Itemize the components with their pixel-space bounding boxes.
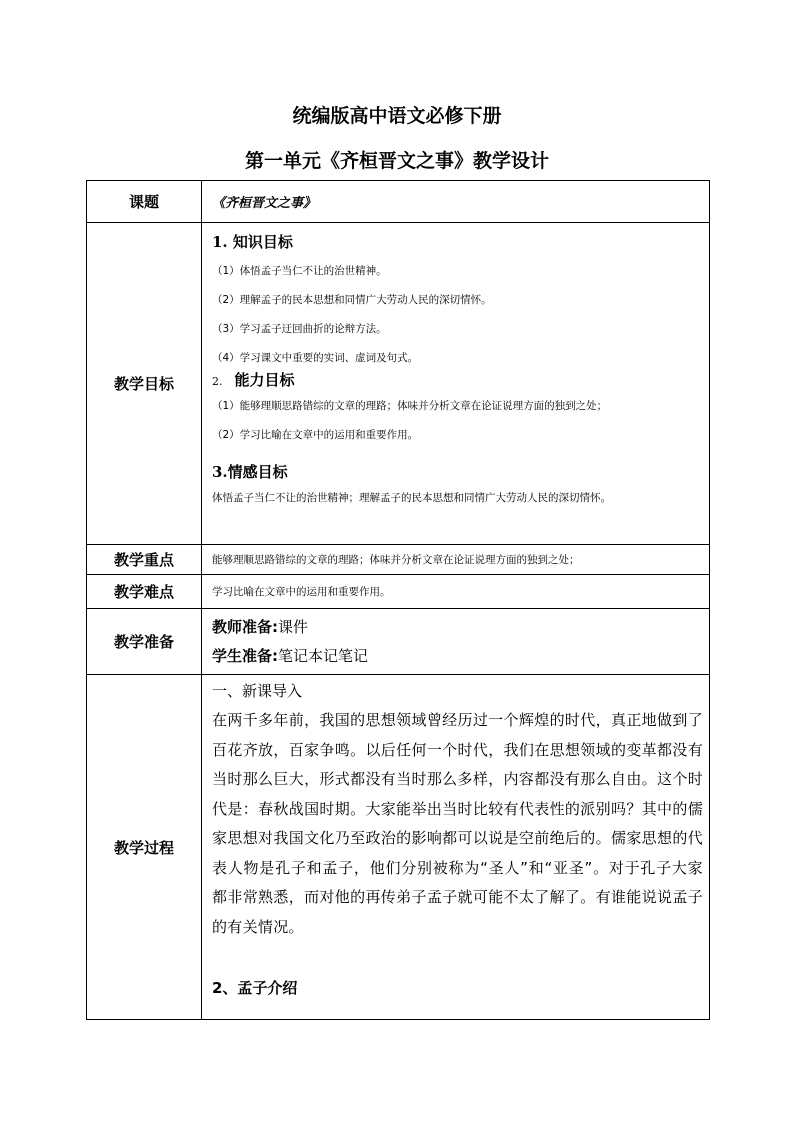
ability-heading-text: 能力目标 <box>234 371 295 389</box>
lesson-plan-table <box>86 180 710 1020</box>
topic-label: 课题 <box>87 181 202 223</box>
process-label: 教学过程 <box>87 675 202 1020</box>
knowledge-item: （1）体悟孟子当仁不让的治世精神。 <box>212 265 387 277</box>
student-prep-label: 学生准备: <box>212 647 278 665</box>
topic-value: 《齐桓晋文之事》 <box>212 196 317 211</box>
document-subtitle: 第一单元《齐桓晋文之事》教学设计 <box>244 150 549 172</box>
emotion-text: 体悟孟子当仁不让的治世精神；理解孟子的民本思想和同情广大劳动人民的深切情怀。 <box>212 492 611 504</box>
intro-paragraph: 在两千多年前，我国的思想领域曾经历过一个辉煌的时代，真正地做到了百花齐放，百家争鸣。以后任何一个时代，我们在思想领域的变革都没有当时那么巨大，形式都没有当时那么多样，内容都没有那么自由。这个时代是：春秋战国时期。大家能举出当时比较有代表性的派别吗？其中的儒家思想对我国文化乃至政治的影响都可以说是空前绝后的。儒家思想的代表人物是孔子和孟子，他们分别被称为“圣人”和“亚圣”。对于孔子大家都非常熟悉，而对他的再传弟子孟子就可能不太了解了。有谁能说说孟子的有关情况。 <box>212 711 703 936</box>
key-point-label: 教学重点 <box>87 545 202 575</box>
knowledge-heading: 1. 知识目标 <box>212 233 293 251</box>
teacher-prep <box>212 613 703 642</box>
teacher-prep-value: 课件 <box>278 618 309 636</box>
ability-item: （2）学习比喻在文章中的运用和重要作用。 <box>212 429 419 441</box>
process-row <box>87 675 710 1020</box>
preparation-row <box>87 609 710 675</box>
document-title: 统编版高中语文必修下册 <box>292 105 502 127</box>
knowledge-item: （4）学习课文中重要的实词、虚词及句式。 <box>212 352 419 364</box>
teacher-prep-label: 教师准备: <box>212 618 278 636</box>
section-intro-heading: 一、新课导入 <box>212 682 303 700</box>
emotion-heading: 3.情感目标 <box>212 463 288 481</box>
knowledge-item: （2）理解孟子的民本思想和同情广大劳动人民的深切情怀。 <box>212 294 492 306</box>
difficult-point-label: 教学难点 <box>87 575 202 609</box>
difficult-point-value: 学习比喻在文章中的运用和重要作用。 <box>212 585 391 598</box>
key-point-row <box>87 545 710 575</box>
difficult-point-row <box>87 575 710 609</box>
student-prep <box>212 642 703 671</box>
ability-item: （1）能够理顺思路错综的文章的理路；体味并分析文章在论证说理方面的独到之处； <box>212 400 608 412</box>
preparation-label: 教学准备 <box>87 609 202 675</box>
student-prep-value: 笔记本记笔记 <box>278 647 369 665</box>
topic-row <box>87 181 710 223</box>
goals-label: 教学目标 <box>87 223 202 545</box>
ability-heading-number: 2. <box>212 375 223 388</box>
ability-heading <box>212 369 703 395</box>
knowledge-item: （3）学习孟子迂回曲折的论辩方法。 <box>212 323 387 335</box>
goals-row <box>87 223 710 545</box>
section-mencius-heading: 2、孟子介绍 <box>212 979 298 997</box>
key-point-value: 能够理顺思路错综的文章的理路；体味并分析文章在论证说理方面的独到之处； <box>212 553 580 566</box>
